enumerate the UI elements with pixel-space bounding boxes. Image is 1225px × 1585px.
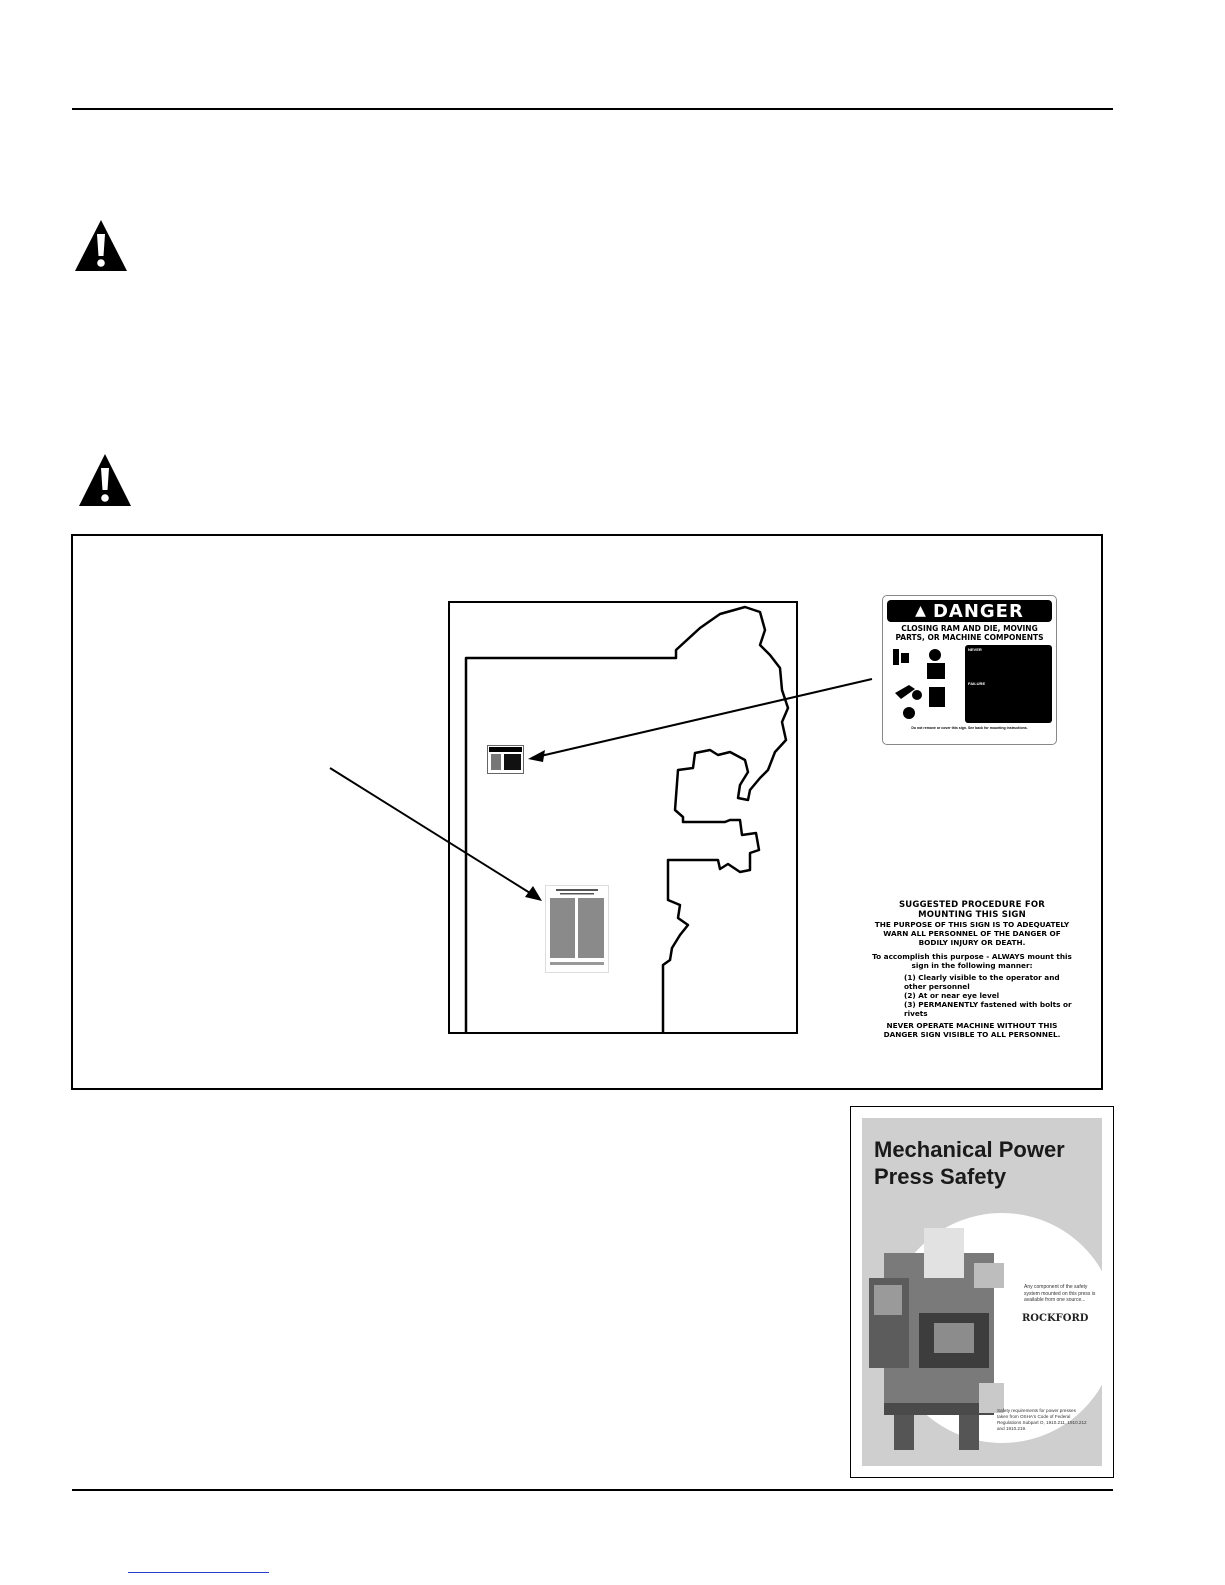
booklet-title: Mechanical Power Press Safety <box>874 1137 1065 1189</box>
danger-sign-footer: Do not remove or cover this sign. See back for mounting instructions. <box>911 726 1028 730</box>
booklet-requirements: Safety requirements for power presses taken from OSHA's Code of Federal Regulations Subpart O, 1910.211, 1910.212 and 1910.219. <box>997 1408 1087 1431</box>
danger-sign-heading: ▲ DANGER <box>887 600 1052 622</box>
procedure-intro: To accomplish this purpose - ALWAYS mount this sign in the following manner: <box>872 952 1072 970</box>
mounting-procedure <box>872 900 1072 1039</box>
mini-instruction-sheet <box>545 885 609 973</box>
procedure-title: SUGGESTED PROCEDURE FOR MOUNTING THIS SIGN <box>898 900 1046 920</box>
rockford-logo: ROCKFORD <box>1022 1313 1089 1324</box>
footer-rule <box>72 1489 1113 1491</box>
warning-triangle-icon: ▲ <box>915 603 927 619</box>
danger-sign-instructions: NEVER FAILURE <box>965 645 1052 723</box>
danger-pictograms <box>887 645 965 723</box>
procedure-step: (2) At or near eye level <box>904 991 1000 1000</box>
booklet-cover <box>850 1106 1114 1478</box>
booklet-note: Any component of the safety system mounted on this press is available from one source... <box>1024 1284 1096 1303</box>
procedure-step: (1) Clearly visible to the operator and other personnel <box>904 973 1060 991</box>
mini-danger-label <box>487 745 524 774</box>
procedure-steps <box>904 973 1072 1018</box>
procedure-closing: NEVER OPERATE MACHINE WITHOUT THIS DANGER SIGN VISIBLE TO ALL PERSONNEL. <box>883 1021 1061 1039</box>
footer-link-underline[interactable] <box>128 1572 269 1573</box>
procedure-purpose: THE PURPOSE OF THIS SIGN IS TO ADEQUATELY WARN ALL PERSONNEL OF THE DANGER OF BODILY INJURY OR DEATH. <box>874 920 1070 947</box>
danger-sign-subheading: CLOSING RAM AND DIE, MOVING PARTS, OR MACHINE COMPONENTS <box>895 624 1044 642</box>
danger-sign <box>882 595 1057 745</box>
procedure-step: (3) PERMANENTLY fastened with bolts or rivets <box>904 1000 1072 1018</box>
